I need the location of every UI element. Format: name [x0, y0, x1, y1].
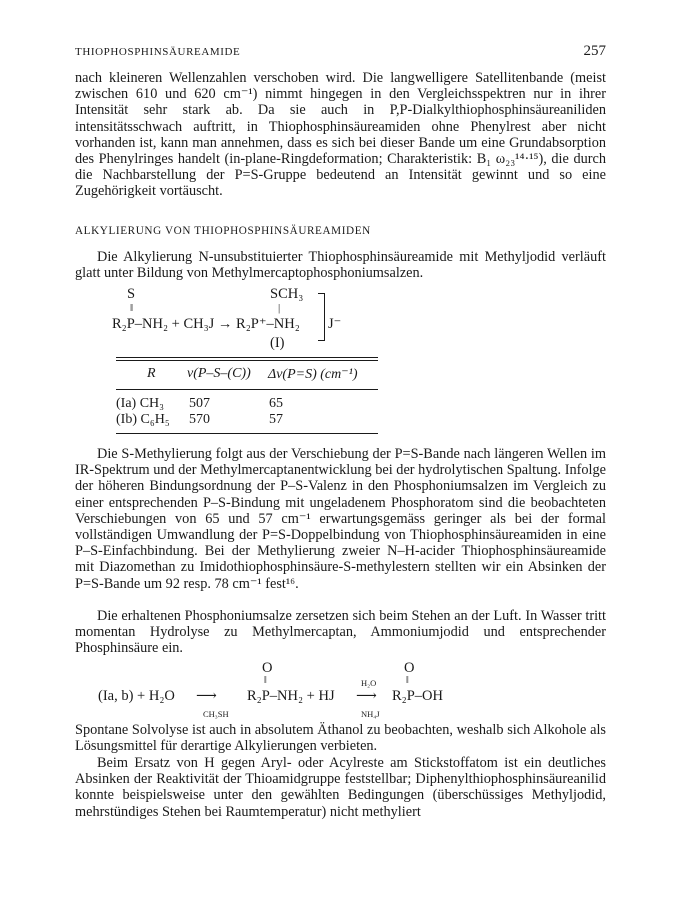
paragraph-satellite-band: nach kleineren Wellenzahlen verschoben wird. Die langwelligere Satellitenbande (meist zwischen 610 und 620 cm⁻¹) nimmt hingegen in den Vergleichsspektren nur in ihrer Intensität sehr stark ab. Da sie auch in P,P-Dialkylthiophosphinsäureaniliden intensitätsschwach auftritt, in Thiophosphinsäureamiden ohne Phenylrest aber nicht vorhanden ist, kann man annehmen, dass es sich bei dieser Bande um eine Grundabsorption des Phenylringes handelt (in-plane-Ringdeformation; Charakteristik: B₁ ω₂₃¹⁴·¹⁵), die durch die Nachbarstellung der P=S-Gruppe bedeutend an Intensität gewinnt und so eine Zugehörigkeit vortäuscht. [75, 70, 606, 200]
paragraph-decomposition: Die erhaltenen Phosphoniumsalze zersetzen sich beim Stehen an der Luft. In Wasser tritt momentan Hydrolyse zu Methylmercaptan, Ammoniumjodid und entsprechender Phosphinsäure ein. [75, 608, 606, 657]
arrow1-byproduct: CH₃SH [203, 709, 229, 719]
counterion-label: J⁻ [328, 316, 342, 332]
table-top-rule-2 [116, 360, 378, 361]
single-bond-mark: | [278, 302, 281, 314]
reaction-equation: R₂P–NH₂ + CH₃J → R₂P⁺–NH₂ [112, 316, 300, 332]
arrow2-byproduct: NH₄J [361, 709, 380, 719]
double-bond-mark: ǁ [130, 302, 134, 314]
table-bottom-rule [116, 433, 378, 434]
paragraph-n-substitution: Beim Ersatz von H gegen Aryl- oder Acylreste am Stickstoffatom ist ein deutliches Absinken der Reaktivität der Thioamidgruppe feststellbar; Diphenylthiophosphinsäureanilid konnte beispielsweise unter den gewählten Bedingungen (überschüssiges Methyljodid, mehrstündiges Stehen bei Raumtemperatur) nicht methyliert [75, 755, 606, 820]
table-row-ia-value: 507 [189, 396, 210, 411]
reaction-arrow-2: ⟶ [356, 688, 377, 704]
table-header-r: R [147, 366, 156, 381]
oxo-label-1: O [262, 660, 273, 676]
reaction-arrow-1: ⟶ [196, 688, 217, 704]
table-mid-rule [116, 389, 378, 390]
hydrolysis-product: R₂P–OH [392, 688, 443, 704]
table-header-shift: Δν(P=S) (cm⁻¹) [268, 367, 358, 382]
paragraph-solvolysis: Spontane Solvolyse ist auch in absolutem Äthanol zu beobachten, weshalb sich Alkohole als Lösungsmittel für derartige Alkylierungen verbieten. [75, 722, 606, 755]
table-row-ia-shift: 65 [269, 396, 283, 411]
thio-sulfur-label: S [127, 286, 136, 302]
paragraph-s-methylation: Die S-Methylierung folgt aus der Verschiebung der P=S-Bande nach längeren Wellen im IR-Spektrum und der Methylmercaptanentwicklung bei der hydrolytischen Spaltung. Infolge der höheren Bindungsordnung der P–S-Valenz in den Phosphoniumsalzen im Vergleich zu einer entsprechenden P–S-Bindung mit ungeladenem Phosphoratom sind die beobachteten Verschiebungen von 65 und 57 cm⁻¹ erwartungsgemäss geringer als bei der formal vollständigen Umwandlung der P=S-Doppelbindung von Thiophosphinsäureamiden in eine P–S-Einfachbindung. Bei der Methylierung zweier N–H-acider Thiophosphinsäureamide mit Diazomethan zu Imidothiophosphinsäure-S-methylestern stellten wir ein Absinken der P=S-Bande um 92 resp. 78 cm⁻¹ fest¹⁶. [75, 446, 606, 592]
double-bond-mark-1: ǁ [264, 675, 267, 686]
page-number: 257 [583, 43, 606, 59]
hydrolysis-start: (Ia, b) + H₂O [98, 688, 175, 704]
compound-label: (I) [270, 335, 285, 351]
table-row-ia-r: (Ia) CH₃ [116, 396, 165, 411]
running-title: THIOPHOSPHINSÄUREAMIDE [75, 46, 241, 58]
table-top-rule [116, 357, 378, 358]
table-row-ib-r: (Ib) C₆H₅ [116, 412, 170, 427]
table-row-ib-shift: 57 [269, 412, 283, 427]
paragraph-alkylation-intro: Die Alkylierung N-unsubstituierter Thiophosphinsäureamide mit Methyljodid verläuft glatt unter Bildung von Methylmercaptophosphoniumsalzen. [75, 249, 606, 282]
oxo-label-2: O [404, 660, 415, 676]
table-row-ib-value: 570 [189, 412, 210, 427]
section-heading: ALKYLIERUNG VON THIOPHOSPHINSÄUREAMIDEN [75, 225, 371, 237]
smethyl-group-label: SCH₃ [270, 286, 304, 302]
arrow2-reagent: H₂O [361, 678, 377, 688]
hydrolysis-intermediate: R₂P–NH₂ + HJ [247, 688, 335, 704]
table-header-pscs: ν(P–S–(C)) [187, 366, 251, 381]
running-header [75, 44, 606, 60]
salt-bracket [318, 293, 325, 341]
double-bond-mark-2: ǁ [406, 675, 409, 686]
